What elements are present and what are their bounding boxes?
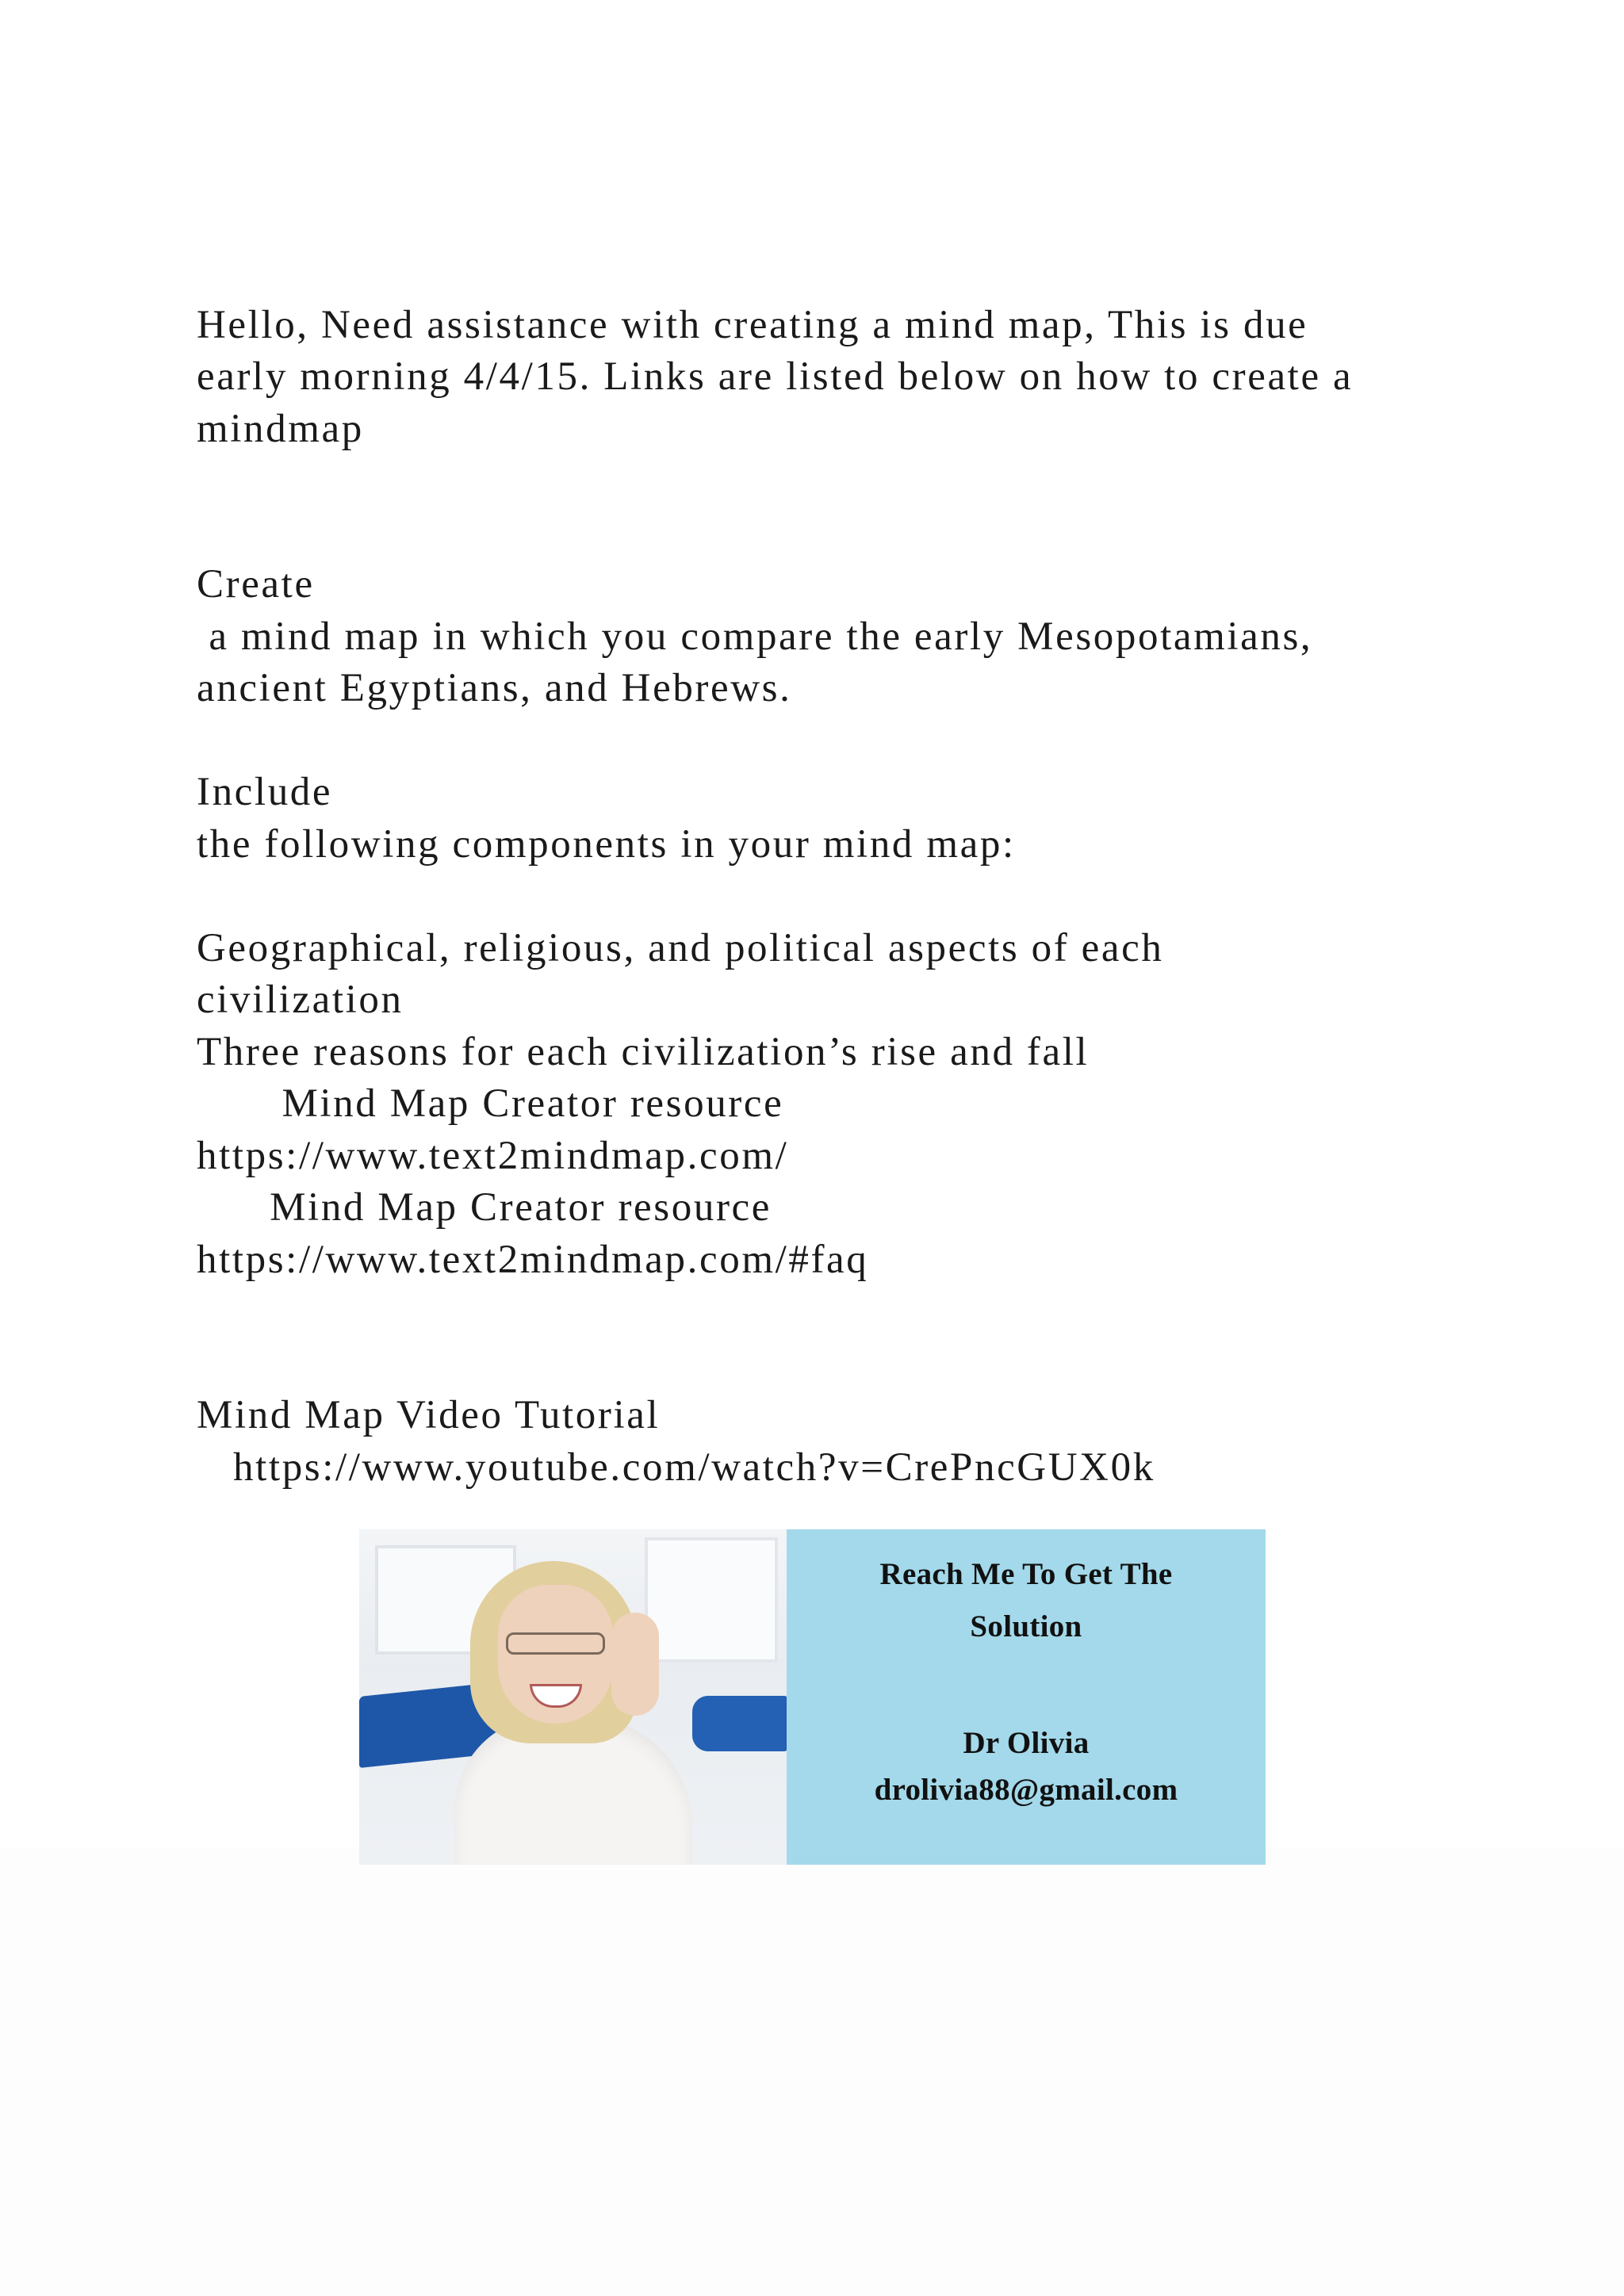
tutor-photo [359,1529,787,1865]
create-line-1: a mind map in which you compare the early Mesopotamians, [197,614,1313,659]
video-tutorial-link[interactable]: https://www.youtube.com/watch?v=CrePncGUX0k [197,1445,1155,1490]
contact-panel [787,1529,1266,1865]
banner-headline-2: Solution [970,1609,1082,1644]
contact-banner [359,1529,1266,1865]
create-heading: Create [197,562,315,607]
resource-link-2[interactable]: https://www.text2mindmap.com/#faq [197,1238,869,1282]
intro-line-2: early morning 4/4/15. Links are listed below on how to create a [197,354,1354,399]
banner-headline-1: Reach Me To Get The [879,1557,1173,1591]
banner-name: Dr Olivia [963,1726,1090,1760]
resource-link-1[interactable]: https://www.text2mindmap.com/ [197,1134,789,1178]
component-line-3: Three reasons for each civilization’s rise and fall [197,1030,1090,1074]
video-tutorial-label: Mind Map Video Tutorial [197,1393,661,1437]
component-line-2: civilization [197,978,404,1022]
page-bottom-area [0,1847,1624,2296]
resource-label-2: Mind Map Creator resource [197,1185,772,1230]
include-line: the following components in your mind map: [197,822,1016,867]
intro-line-3: mindmap [197,407,364,451]
intro-line-1: Hello, Need assistance with creating a mind map, This is due [197,303,1308,347]
include-heading: Include [197,770,333,814]
banner-email[interactable]: drolivia88@gmail.com [874,1773,1178,1807]
resource-label-1: Mind Map Creator resource [197,1081,784,1126]
create-line-2: ancient Egyptians, and Hebrews. [197,666,792,710]
component-line-1: Geographical, religious, and political aspects of each [197,926,1164,970]
